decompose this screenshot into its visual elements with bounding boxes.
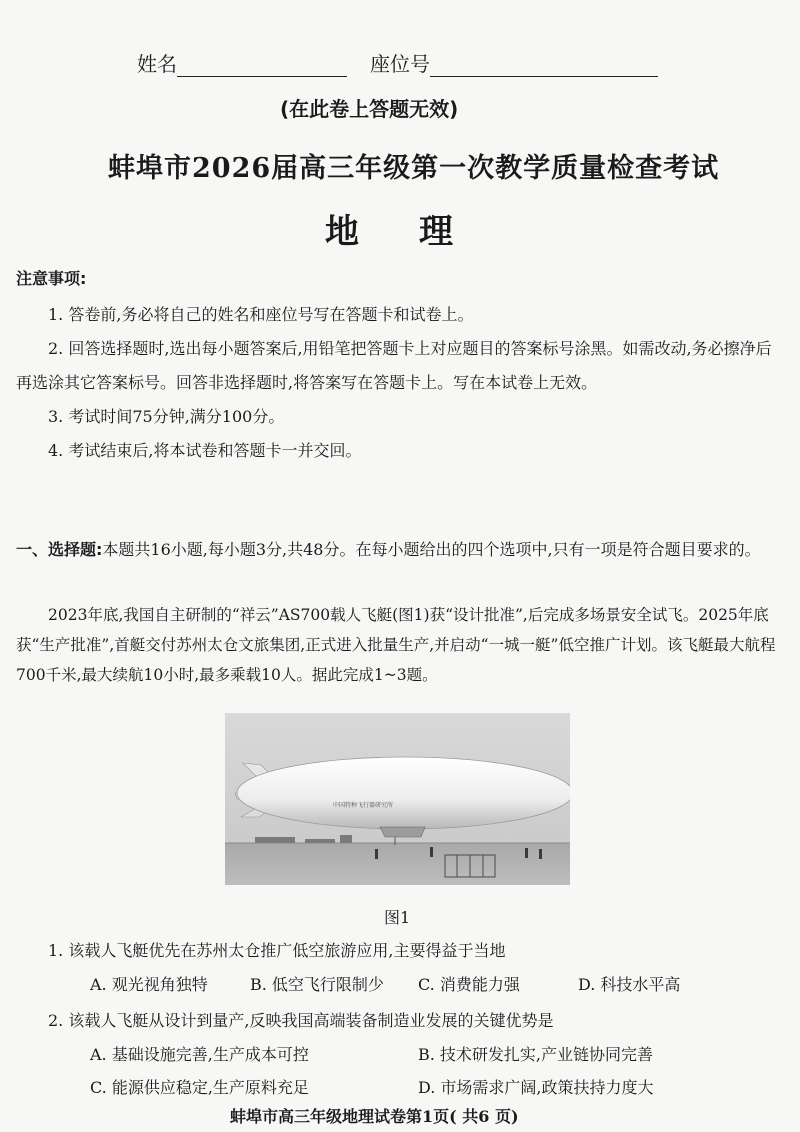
invalid-notice: (在此卷上答题无效)	[280, 97, 459, 121]
instruction-item: 4. 考试结束后,将本试卷和答题卡一并交回。	[48, 441, 362, 460]
page-footer: 蚌埠市高三年级地理试卷第1页( 共6 页)	[230, 1107, 519, 1126]
name-label: 姓名	[137, 52, 177, 76]
question-1-stem: 1. 该载人飞艇优先在苏州太仓推广低空旅游应用,主要得益于当地	[48, 941, 506, 960]
airship-hull	[237, 757, 570, 829]
instruction-item: 2. 回答选择题时,选出每小题答案后,用铅笔把答题卡上对应题目的答案标号涂黑。如需改动,务必擦净后再选涂其它答案标号。回答非选择题时,将答案写在答题卡上。写在本试卷上无效。	[16, 339, 772, 392]
passage: 2023年底,我国自主研制的“祥云”AS700载人飞艇(图1)获“设计批准”,后完成多场景安全试飞。2025年底获“生产批准”,首艇交付苏州太仓文旅集团,正式进入批量生产,并启动“一城一艇”低空推广计划。该飞艇最大航程700千米,最大续航10小时,最多乘载10人。据此完成1~3题。	[16, 606, 776, 684]
name-blank	[177, 54, 347, 77]
section1-label: 一、选择题:	[16, 540, 103, 559]
gondola	[380, 827, 425, 837]
instructions-list	[16, 298, 784, 468]
seat-field	[370, 48, 658, 77]
question-2-option-c[interactable]: C. 能源供应稳定,生产原料充足	[90, 1078, 309, 1097]
question-1-option-d[interactable]: D. 科技水平高	[578, 975, 681, 994]
section1-intro: 本题共16小题,每小题3分,共48分。在每小题给出的四个选项中,只有一项是符合题目要求的。	[102, 540, 761, 559]
question-2-option-d[interactable]: D. 市场需求广阔,政策扶持力度大	[418, 1078, 654, 1097]
subject-title: 地理	[325, 212, 513, 252]
section1-heading	[16, 535, 784, 565]
instruction-item: 3. 考试时间75分钟,满分100分。	[48, 407, 285, 426]
airship-text: 中国特种飞行器研究所	[333, 802, 394, 809]
exam-title: 蚌埠市2026届高三年级第一次教学质量检查考试	[108, 153, 720, 184]
seat-blank	[430, 54, 658, 77]
question-1-option-a[interactable]: A. 观光视角独特	[90, 975, 208, 994]
question-2-option-b[interactable]: B. 技术研发扎实,产业链协同完善	[418, 1045, 654, 1064]
figure-airship-photo	[225, 713, 570, 885]
instruction-item: 1. 答卷前,务必将自己的姓名和座位号写在答题卡和试卷上。	[48, 305, 474, 324]
seat-label: 座位号	[370, 52, 430, 76]
ground	[225, 843, 570, 885]
question-1-option-c[interactable]: C. 消费能力强	[418, 975, 520, 994]
instructions-heading: 注意事项:	[16, 269, 87, 288]
airship-illustration	[225, 713, 570, 885]
name-field	[137, 48, 347, 77]
question-2-stem: 2. 该载人飞艇从设计到量产,反映我国高端装备制造业发展的关键优势是	[48, 1011, 554, 1030]
figure-caption: 图1	[384, 908, 411, 927]
question-1-option-b[interactable]: B. 低空飞行限制少	[250, 975, 384, 994]
question-2-option-a[interactable]: A. 基础设施完善,生产成本可控	[90, 1045, 309, 1064]
